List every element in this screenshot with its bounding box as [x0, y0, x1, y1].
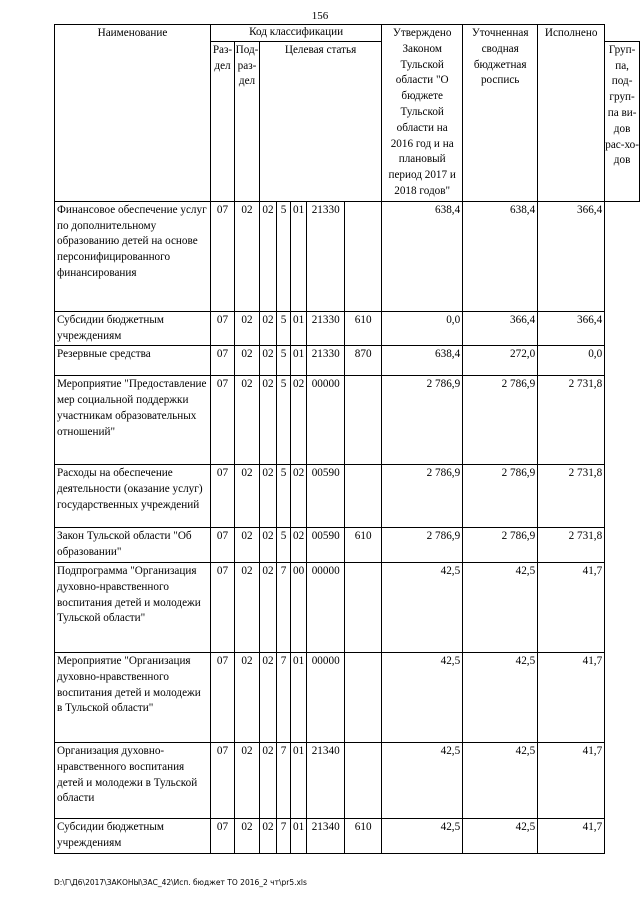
header-section: Раз-дел	[211, 41, 235, 201]
row-target-event: 01	[291, 742, 307, 818]
row-executed-amount: 41,7	[538, 742, 605, 818]
row-target-subprogram: 7	[277, 742, 291, 818]
header-target-article: Целевая статья	[260, 41, 382, 201]
table-row	[55, 652, 640, 742]
row-target-program: 02	[260, 465, 277, 528]
header-executed: Исполнено	[538, 25, 605, 202]
header-row-1	[55, 25, 640, 42]
header-classification: Код классификации	[211, 25, 382, 42]
row-target-subprogram: 5	[277, 376, 291, 465]
row-approved-amount: 42,5	[382, 742, 463, 818]
row-target-event: 01	[291, 652, 307, 742]
row-approved-amount: 2 786,9	[382, 528, 463, 563]
page-number: 156	[311, 10, 329, 22]
row-expense-group	[345, 201, 382, 311]
row-executed-amount: 2 731,8	[538, 528, 605, 563]
row-target-subprogram: 7	[277, 562, 291, 652]
row-section: 07	[211, 311, 235, 346]
row-approved-amount: 2 786,9	[382, 376, 463, 465]
row-name: Подпрограмма "Организация духовно-нравственного воспитания детей и молодежи Тульской области"	[55, 562, 211, 652]
row-target-subprogram: 7	[277, 652, 291, 742]
row-name: Закон Тульской области "Об образовании"	[55, 528, 211, 563]
row-name: Расходы на обеспечение деятельности (оказание услуг) государственных учреждений	[55, 465, 211, 528]
row-subsection: 02	[235, 818, 260, 853]
row-executed-amount: 366,4	[538, 201, 605, 311]
row-revised-amount: 366,4	[463, 311, 538, 346]
row-expense-group: 870	[345, 346, 382, 376]
row-target-program: 02	[260, 742, 277, 818]
row-revised-amount: 42,5	[463, 742, 538, 818]
row-approved-amount: 42,5	[382, 652, 463, 742]
row-expense-group: 610	[345, 818, 382, 853]
row-section: 07	[211, 528, 235, 563]
row-section: 07	[211, 201, 235, 311]
row-expense-group	[345, 562, 382, 652]
row-revised-amount: 2 786,9	[463, 376, 538, 465]
row-subsection: 02	[235, 652, 260, 742]
row-target-direction: 21330	[307, 201, 345, 311]
row-target-program: 02	[260, 562, 277, 652]
table-row	[55, 528, 640, 563]
row-subsection: 02	[235, 311, 260, 346]
header-name: Наименование	[55, 25, 211, 202]
row-target-direction: 00000	[307, 652, 345, 742]
row-expense-group	[345, 465, 382, 528]
row-target-subprogram: 5	[277, 346, 291, 376]
row-executed-amount: 366,4	[538, 311, 605, 346]
row-target-event: 00	[291, 562, 307, 652]
row-executed-amount: 41,7	[538, 818, 605, 853]
row-subsection: 02	[235, 562, 260, 652]
row-name: Финансовое обеспечение услуг по дополнительному образованию детей на основе персонифицированного финансирования	[55, 201, 211, 311]
table-body	[55, 201, 640, 853]
header-expense-group: Груп-па, под-груп-па ви-дов рас-хо-дов	[605, 41, 640, 201]
row-subsection: 02	[235, 528, 260, 563]
row-revised-amount: 42,5	[463, 818, 538, 853]
row-target-event: 01	[291, 201, 307, 311]
row-subsection: 02	[235, 742, 260, 818]
row-revised-amount: 2 786,9	[463, 465, 538, 528]
row-target-subprogram: 5	[277, 528, 291, 563]
row-executed-amount: 0,0	[538, 346, 605, 376]
row-expense-group: 610	[345, 528, 382, 563]
header-approved: Утверждено Законом Тульской области "О бюджете Тульской области на 2016 год и на плановый период 2017 и 2018 годов"	[382, 25, 463, 202]
row-revised-amount: 638,4	[463, 201, 538, 311]
row-name: Субсидии бюджетным учреждениям	[55, 311, 211, 346]
row-expense-group	[345, 652, 382, 742]
row-approved-amount: 2 786,9	[382, 465, 463, 528]
row-target-program: 02	[260, 818, 277, 853]
row-revised-amount: 42,5	[463, 652, 538, 742]
row-target-direction: 00590	[307, 528, 345, 563]
row-name: Резервные средства	[55, 346, 211, 376]
table-row	[55, 818, 640, 853]
row-target-event: 01	[291, 311, 307, 346]
row-target-direction: 00000	[307, 562, 345, 652]
row-target-direction: 00590	[307, 465, 345, 528]
row-subsection: 02	[235, 346, 260, 376]
row-target-subprogram: 7	[277, 818, 291, 853]
row-target-direction: 21340	[307, 742, 345, 818]
row-target-event: 02	[291, 465, 307, 528]
row-approved-amount: 638,4	[382, 201, 463, 311]
table-row	[55, 465, 640, 528]
row-revised-amount: 2 786,9	[463, 528, 538, 563]
row-section: 07	[211, 376, 235, 465]
row-section: 07	[211, 465, 235, 528]
row-expense-group	[345, 376, 382, 465]
table-row	[55, 376, 640, 465]
row-executed-amount: 2 731,8	[538, 465, 605, 528]
row-target-direction: 21340	[307, 818, 345, 853]
row-section: 07	[211, 652, 235, 742]
row-target-direction: 21330	[307, 346, 345, 376]
budget-table	[54, 24, 640, 854]
row-expense-group: 610	[345, 311, 382, 346]
row-approved-amount: 42,5	[382, 818, 463, 853]
row-name: Субсидии бюджетным учреждениям	[55, 818, 211, 853]
row-target-subprogram: 5	[277, 201, 291, 311]
row-name: Мероприятие "Организация духовно-нравственного воспитания детей и молодежи в Тульской области"	[55, 652, 211, 742]
row-target-subprogram: 5	[277, 311, 291, 346]
row-target-program: 02	[260, 652, 277, 742]
row-target-event: 02	[291, 528, 307, 563]
row-target-program: 02	[260, 376, 277, 465]
row-section: 07	[211, 562, 235, 652]
row-target-program: 02	[260, 201, 277, 311]
table-row	[55, 562, 640, 652]
row-target-program: 02	[260, 528, 277, 563]
table-row	[55, 311, 640, 346]
row-target-program: 02	[260, 346, 277, 376]
header-revised: Уточненная сводная бюджетная роспись	[463, 25, 538, 202]
row-name: Организация духовно-нравственного воспитания детей и молодежи в Тульской области	[55, 742, 211, 818]
table-row	[55, 346, 640, 376]
table-row	[55, 201, 640, 311]
row-subsection: 02	[235, 465, 260, 528]
row-revised-amount: 42,5	[463, 562, 538, 652]
row-section: 07	[211, 346, 235, 376]
footer-file-path: D:\Г\Д6\2017\ЗАКОНЫ\ЗАС_42\Исп. бюджет ТО 2016_2 чт\pr5.xls	[54, 878, 307, 887]
row-target-event: 01	[291, 818, 307, 853]
table-row	[55, 742, 640, 818]
row-executed-amount: 2 731,8	[538, 376, 605, 465]
row-target-direction: 00000	[307, 376, 345, 465]
row-target-event: 02	[291, 376, 307, 465]
header-subsection: Под-раз-дел	[235, 41, 260, 201]
row-target-subprogram: 5	[277, 465, 291, 528]
row-target-direction: 21330	[307, 311, 345, 346]
row-target-program: 02	[260, 311, 277, 346]
row-executed-amount: 41,7	[538, 652, 605, 742]
row-executed-amount: 41,7	[538, 562, 605, 652]
row-subsection: 02	[235, 376, 260, 465]
row-approved-amount: 42,5	[382, 562, 463, 652]
row-approved-amount: 0,0	[382, 311, 463, 346]
row-name: Мероприятие "Предоставление мер социальной поддержки участникам образовательных отношений"	[55, 376, 211, 465]
row-expense-group	[345, 742, 382, 818]
row-section: 07	[211, 818, 235, 853]
row-subsection: 02	[235, 201, 260, 311]
row-target-event: 01	[291, 346, 307, 376]
row-approved-amount: 638,4	[382, 346, 463, 376]
row-section: 07	[211, 742, 235, 818]
row-revised-amount: 272,0	[463, 346, 538, 376]
